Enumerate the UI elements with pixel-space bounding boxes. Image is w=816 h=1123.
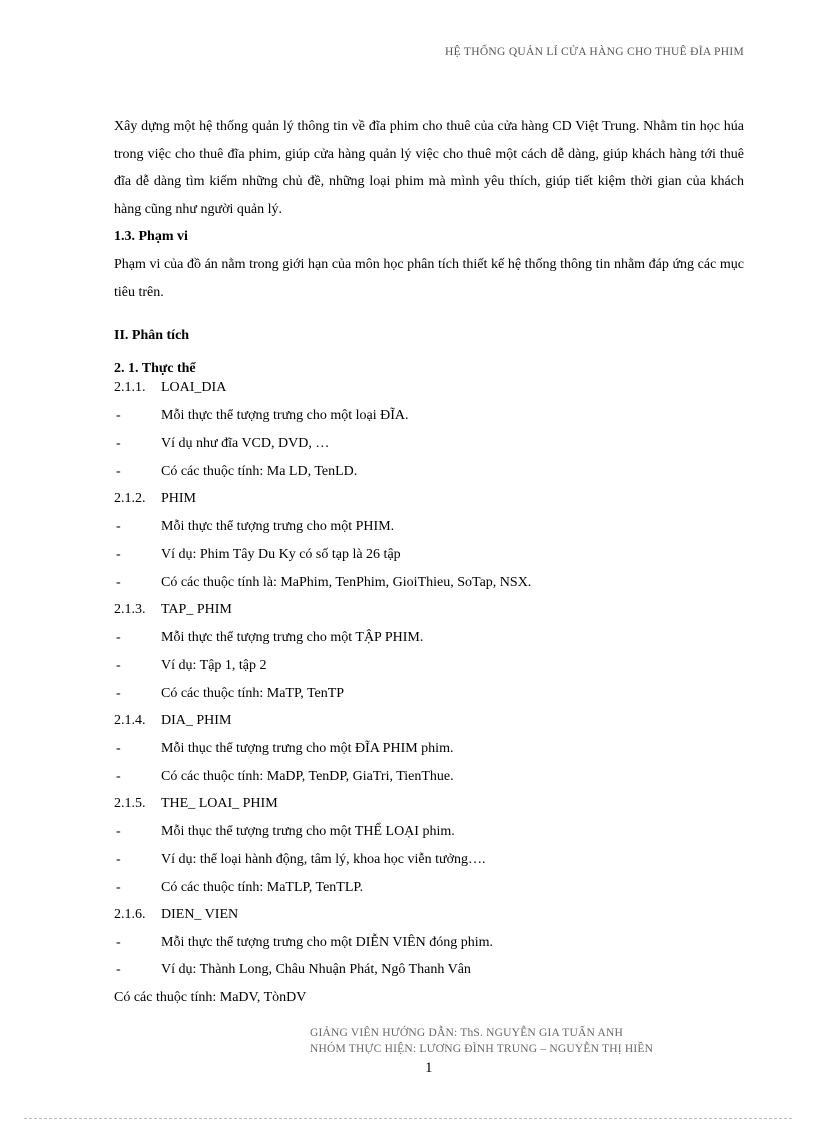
list-item: Mỗi thực thể tượng trưng cho một TẬP PHIM. xyxy=(161,630,424,645)
entities-heading: 2. 1. Thực thể xyxy=(114,361,196,376)
list-item: Có các thuộc tính: MaDP, TenDP, GiaTri, TienThue. xyxy=(161,769,454,784)
intro-paragraph: Xây dựng một hệ thống quản lý thông tin về đĩa phim cho thuê của cửa hàng CD Việt Trung. Nhằm tin học húa trong việc cho thuê đĩa phim, giúp cửa hàng quản lý việc cho thuê một cách dễ dàng, giúp khách hàng tới thuê đĩa dễ dàng tìm kiếm những chủ đề, những loại phim mà mình yêu thích, giúp tiết kiệm thời gian của khách hàng cũng như người quản lý. xyxy=(114,119,744,217)
bullet-dash: - xyxy=(116,436,121,451)
list-item: Mỗi thực thể tượng trưng cho một loại ĐĨA. xyxy=(161,408,409,423)
list-item: Có các thuộc tính: MaTLP, TenTLP. xyxy=(161,880,364,895)
bullet-dash: - xyxy=(116,575,121,590)
list-item: Mỗi thục thể tượng trưng cho một THỂ LOẠI phim. xyxy=(161,824,455,839)
entity-number: 2.1.6. xyxy=(114,907,146,922)
list-item: Ví dụ: Tập 1, tập 2 xyxy=(161,658,267,673)
page-bottom-rule xyxy=(24,1118,792,1119)
bullet-dash: - xyxy=(116,658,121,673)
entity-heading xyxy=(114,794,278,814)
entity-number: 2.1.1. xyxy=(114,380,146,395)
entity-name: DIEN_ VIEN xyxy=(161,907,239,922)
entity-name: DIA_ PHIM xyxy=(161,713,232,728)
entity-number: 2.1.2. xyxy=(114,491,146,506)
bullet-dash: - xyxy=(116,686,121,701)
entity-name: PHIM xyxy=(161,491,197,506)
list-item: Mỗi thục thể tượng trưng cho một ĐĨA PHIM phim. xyxy=(161,741,454,756)
list-item: Có các thuộc tính là: MaPhim, TenPhim, GioiThieu, SoTap, NSX. xyxy=(161,575,532,590)
entity-number: 2.1.3. xyxy=(114,602,146,617)
entity-heading xyxy=(114,378,226,398)
bullet-dash: - xyxy=(116,824,121,839)
bullet-dash: - xyxy=(116,519,121,534)
list-item: Ví dụ: thể loại hành động, tâm lý, khoa học viễn tưởng…. xyxy=(161,852,486,867)
bullet-dash: - xyxy=(116,408,121,423)
footer-team: NHÓM THỰC HIỆN: LƯƠNG ĐÌNH TRUNG – NGUYỄN THỊ HIỀN xyxy=(310,1043,654,1055)
list-item: Có các thuộc tính: MaTP, TenTP xyxy=(161,686,345,701)
entity-heading xyxy=(114,711,231,731)
entity-name: TAP_ PHIM xyxy=(161,602,232,617)
entity-name: LOAI_DIA xyxy=(161,380,227,395)
list-item: Ví dụ: Phim Tây Du Ky có số tạp là 26 tập xyxy=(161,547,401,562)
entity-heading xyxy=(114,905,238,925)
list-item: Mỗi thực thể tượng trưng cho một DIỄN VIÊN đóng phim. xyxy=(161,935,494,950)
bullet-dash: - xyxy=(116,852,121,867)
bullet-dash: - xyxy=(116,769,121,784)
list-item: Ví dụ: Thành Long, Châu Nhuận Phát, Ngô Thanh Vân xyxy=(161,962,471,977)
entity-name: THE_ LOAI_ PHIM xyxy=(161,796,278,811)
bullet-dash: - xyxy=(116,935,121,950)
scope-paragraph: Phạm vi của đồ án nằm trong giới hạn của môn học phân tích thiết kế hệ thống thông tin nhằm đáp ứng các mục tiêu trên. xyxy=(114,257,744,300)
list-item: Mỗi thực thể tượng trưng cho một PHIM. xyxy=(161,519,395,534)
page-number: 1 xyxy=(425,1060,433,1076)
entity-heading xyxy=(114,600,232,620)
bullet-dash: - xyxy=(116,741,121,756)
page-header: HỆ THỐNG QUẢN LÍ CỬA HÀNG CHO THUÊ ĐĨA PHIM xyxy=(445,46,744,58)
bullet-dash: - xyxy=(116,464,121,479)
entity-number: 2.1.4. xyxy=(114,713,146,728)
analysis-heading: II. Phân tích xyxy=(114,328,190,343)
bullet-dash: - xyxy=(116,962,121,977)
list-item: Có các thuộc tính: Ma LD, TenLD. xyxy=(161,464,358,479)
list-item: Ví dụ như đĩa VCD, DVD, … xyxy=(161,436,330,451)
trailing-attributes: Có các thuộc tính: MaDV, TònDV xyxy=(114,990,307,1005)
bullet-dash: - xyxy=(116,547,121,562)
entity-number: 2.1.5. xyxy=(114,796,146,811)
footer-advisor: GIẢNG VIÊN HƯỚNG DẪN: ThS. NGUYỄN GIA TUẤN ANH xyxy=(310,1027,623,1039)
entity-heading xyxy=(114,489,196,509)
bullet-dash: - xyxy=(116,630,121,645)
scope-heading: 1.3. Phạm vi xyxy=(114,229,188,244)
bullet-dash: - xyxy=(116,880,121,895)
